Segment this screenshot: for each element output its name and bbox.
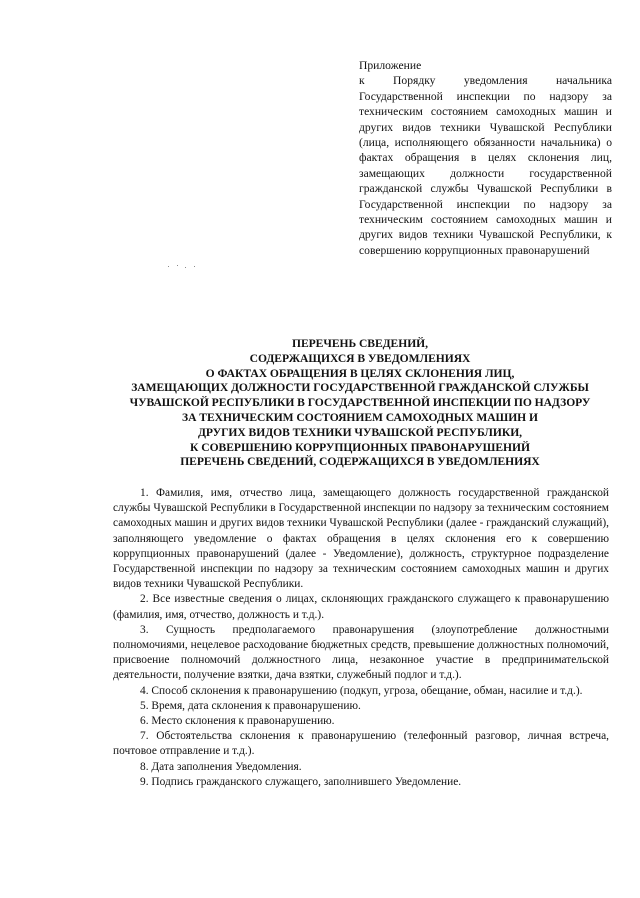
list-item: 9. Подпись гражданского служащего, заполнившего Уведомление.	[140, 775, 462, 788]
title-line: ЗА ТЕХНИЧЕСКИМ СОСТОЯНИЕМ САМОХОДНЫХ МАШИН И	[182, 410, 538, 424]
title-line: ПЕРЕЧЕНЬ СВЕДЕНИЙ,	[292, 337, 428, 350]
list-item: 7. Обстоятельства склонения к правонарушению (телефонный разговор, личная встреча, почтовое отправление и т.д.).	[113, 730, 609, 758]
numbered-list	[113, 486, 609, 790]
appendix-heading: Приложение	[359, 59, 422, 72]
scan-artifact	[168, 265, 198, 269]
list-item: 4. Способ склонения к правонарушению (подкуп, угроза, обещание, обман, насилие и т.д.).	[140, 684, 583, 697]
title-line: СОДЕРЖАЩИХСЯ В УВЕДОМЛЕНИЯХ	[249, 351, 471, 365]
document-title	[100, 337, 620, 470]
title-line: ПЕРЕЧЕНЬ СВЕДЕНИЙ, СОДЕРЖАЩИХСЯ В УВЕДОМЛЕНИЯХ	[180, 455, 540, 469]
list-item: 8. Дата заполнения Уведомления.	[140, 760, 302, 773]
title-line: ДРУГИХ ВИДОВ ТЕХНИКИ ЧУВАШСКОЙ РЕСПУБЛИКИ,	[197, 425, 523, 439]
title-line: ЗАМЕЩАЮЩИХ ДОЛЖНОСТИ ГОСУДАРСТВЕННОЙ ГРАЖДАНСКОЙ СЛУЖБЫ	[131, 381, 589, 395]
list-item: 1. Фамилия, имя, отчество лица, замещающего должность государственной гражданской службы Чувашской Республики в Государственной инспекции по надзору за техническим состоянием самоходных машин и других видов техники Чувашской Республики (далее - гражданский служащий), заполняющего уведомление о фактах обращения в целях склонения его к совершению коррупционных правонарушений (далее - Уведомление), должность, структурное подразделение Государственной инспекции по надзору за техническим состоянием самоходных машин и других видов техники Чувашской Республики.	[113, 487, 609, 591]
appendix-text: к Порядку уведомления начальника Государственной инспекции по надзору за техническим состоянием самоходных машин и других видов техники Чувашской Республики (лица, исполняющего обязанности начальника) о фактах обращения в целях склонения лиц, замещающих должности государственной гражданской службы Чувашской Республики в Государственной инспекции по надзору за техническим состоянием самоходных машин и других видов техники Чувашской Республики, к совершению коррупционных правонарушений	[359, 74, 612, 257]
title-line: К СОВЕРШЕНИЮ КОРРУПЦИОННЫХ ПРАВОНАРУШЕНИЙ	[190, 440, 530, 454]
title-line: О ФАКТАХ ОБРАЩЕНИЯ В ЦЕЛЯХ СКЛОНЕНИЯ ЛИЦ,	[205, 366, 515, 380]
list-item: 6. Место склонения к правонарушению.	[140, 715, 335, 728]
list-item: 2. Все известные сведения о лицах, склоняющих гражданского служащего к правонарушению (фамилия, имя, отчество, должность и т.д.).	[113, 593, 609, 621]
title-line: ЧУВАШСКОЙ РЕСПУБЛИКИ В ГОСУДАРСТВЕННОЙ ИНСПЕКЦИИ ПО НАДЗОРУ	[129, 396, 591, 410]
list-item: 3. Сущность предполагаемого правонарушения (злоупотребление должностными полномочиями, нецелевое расходование бюджетных средств, превышение должностных полномочий, присвоение полномочий должностного лица, незаконное участие в предпринимательской деятельности, получение взятки, дача взятки, служебный подлог и т.д.).	[113, 623, 609, 682]
appendix-block	[359, 58, 612, 258]
list-item: 5. Время, дата склонения к правонарушению.	[140, 699, 361, 712]
